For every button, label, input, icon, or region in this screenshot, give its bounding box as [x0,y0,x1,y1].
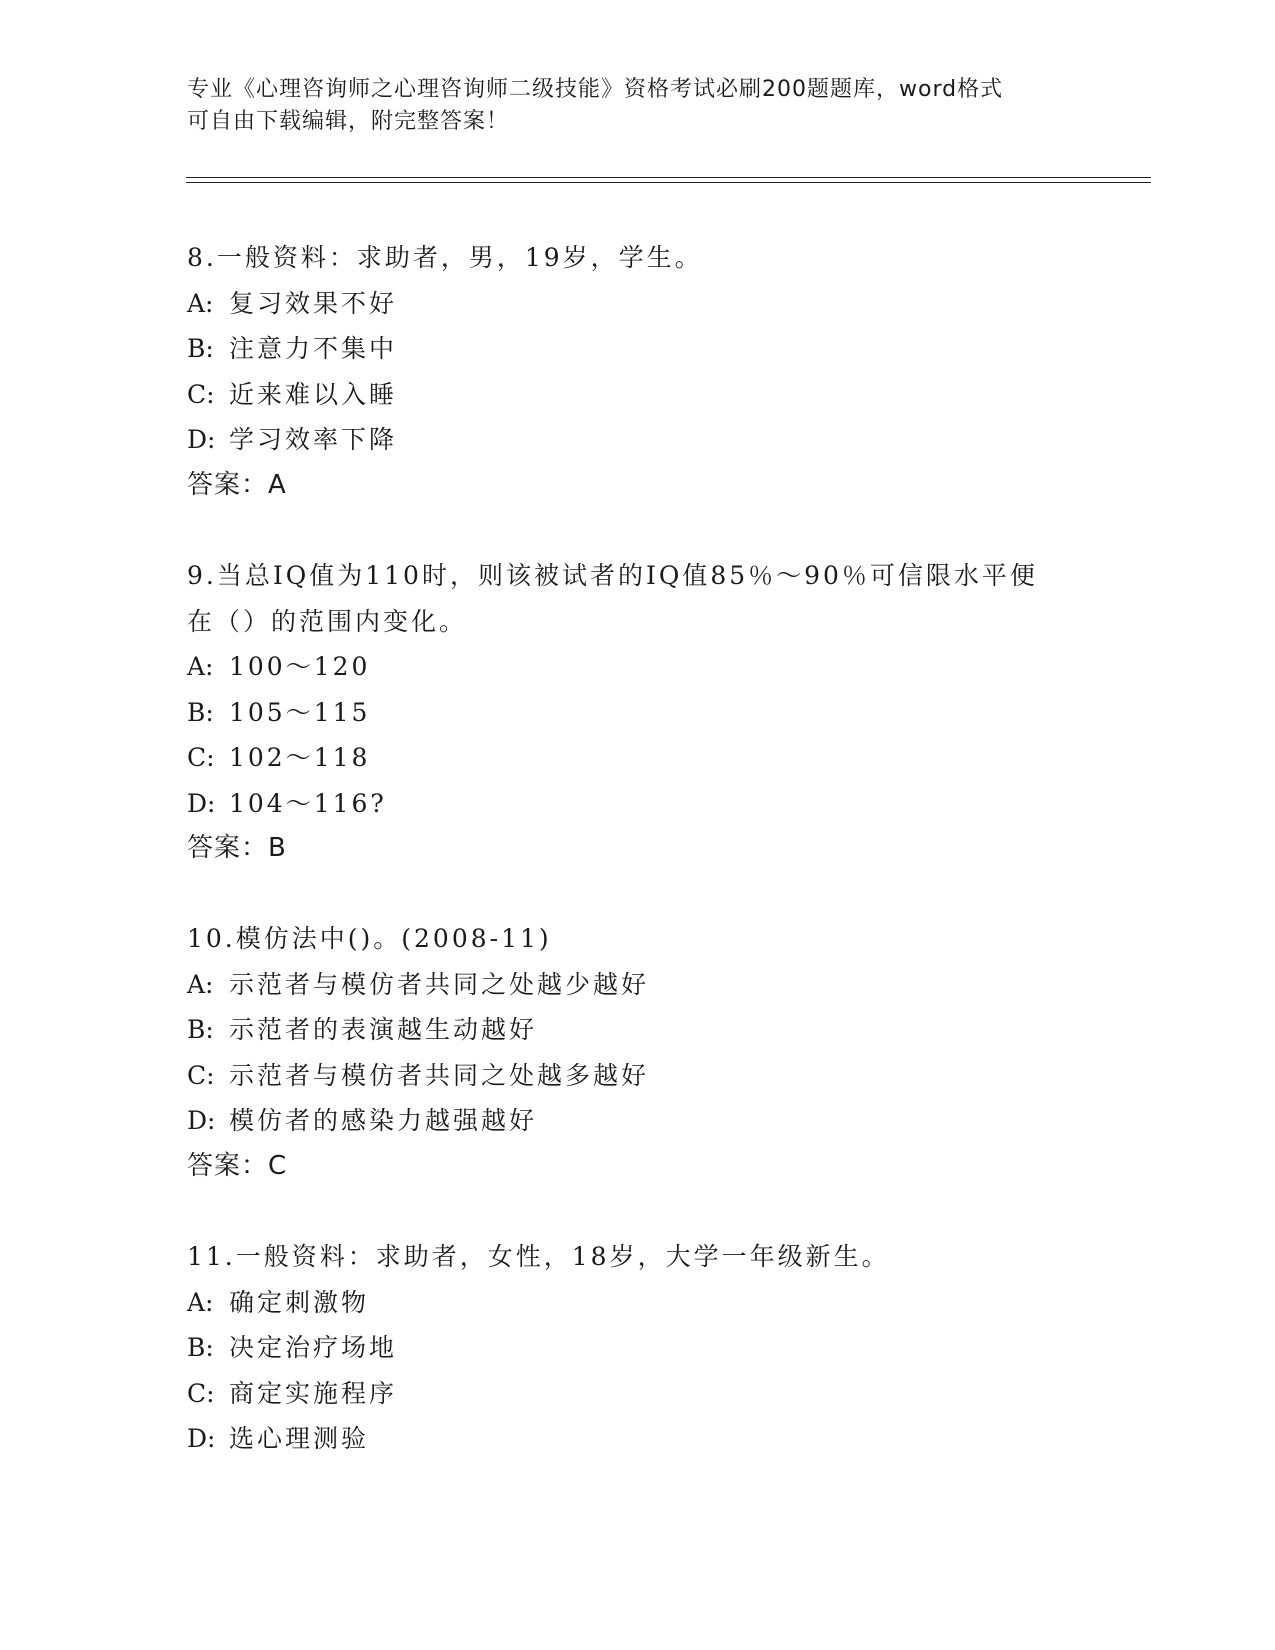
option-letter: B: [187,334,214,363]
option-text: 注意力不集中 [229,334,398,363]
question-11 [187,1234,1087,1462]
answer-line: 答案：A [187,469,287,500]
option-c [187,372,1087,418]
question-8 [187,235,1087,508]
option-letter: C: [187,1060,215,1090]
option-letter: D: [187,1106,216,1135]
option-letter: A: [187,969,214,999]
answer-line: 答案：C [187,1150,288,1181]
option-text: 104～116? [229,788,387,818]
option-c [187,1371,1087,1417]
option-letter: D: [187,788,216,818]
option-a [187,962,1087,1008]
question-stem: 11.一般资料：求助者，女性，18岁，大学一年级新生。 [187,1242,890,1271]
option-text: 近来难以入睡 [229,379,398,409]
option-c [187,1053,1087,1099]
option-letter: A: [187,288,214,318]
option-text: 学习效率下降 [229,425,398,454]
option-letter: D: [187,425,216,454]
question-stem: 10.模仿法中()。(2008-11) [187,924,552,953]
option-letter: C: [187,379,215,409]
option-d [187,417,1087,463]
question-stem-line-2: 在（）的范围内变化。 [187,606,468,636]
option-text: 商定实施程序 [229,1378,398,1408]
option-d [187,1416,1087,1462]
option-letter: B: [187,1333,214,1362]
option-letter: C: [187,743,215,772]
option-text: 确定刺激物 [229,1287,370,1317]
option-b [187,326,1087,372]
option-text: 示范者与模仿者共同之处越多越好 [229,1060,650,1090]
question-stem-line-1: 9.当总IQ值为110时，则该被试者的IQ值85％～90％可信限水平便 [187,561,1038,590]
option-letter: C: [187,1378,215,1408]
option-d [187,1098,1087,1144]
option-text: 100～120 [229,652,371,681]
answer-line: 答案：B [187,833,287,863]
question-stem: 8.一般资料：求助者，男，19岁，学生。 [187,243,703,272]
option-text: 模仿者的感染力越强越好 [229,1106,538,1135]
option-text: 105～115 [229,697,371,727]
option-text: 选心理测验 [229,1424,370,1453]
option-letter: B: [187,697,214,727]
option-b [187,1007,1087,1053]
header-divider-bottom [186,182,1151,183]
option-text: 102～118 [229,743,371,772]
option-a [187,644,1087,690]
question-9 [187,553,1087,872]
option-b [187,1325,1087,1371]
option-text: 决定治疗场地 [229,1333,398,1362]
document-header [187,74,1067,138]
option-text: 复习效果不好 [229,288,398,318]
header-line-2: 可自由下载编辑，附完整答案！ [187,109,510,134]
option-letter: A: [187,1287,214,1317]
option-b [187,690,1087,736]
header-line-1: 专业《心理咨询师之心理咨询师二级技能》资格考试必刷200题题库，word格式 [187,77,1004,102]
option-text: 示范者与模仿者共同之处越少越好 [229,969,650,999]
option-a [187,1280,1087,1326]
option-letter: A: [187,652,214,681]
option-letter: B: [187,1015,214,1044]
header-divider-top [186,177,1151,178]
option-c [187,735,1087,781]
option-text: 示范者的表演越生动越好 [229,1015,538,1044]
option-letter: D: [187,1424,216,1453]
option-a [187,281,1087,327]
option-d [187,781,1087,827]
question-10 [187,916,1087,1189]
